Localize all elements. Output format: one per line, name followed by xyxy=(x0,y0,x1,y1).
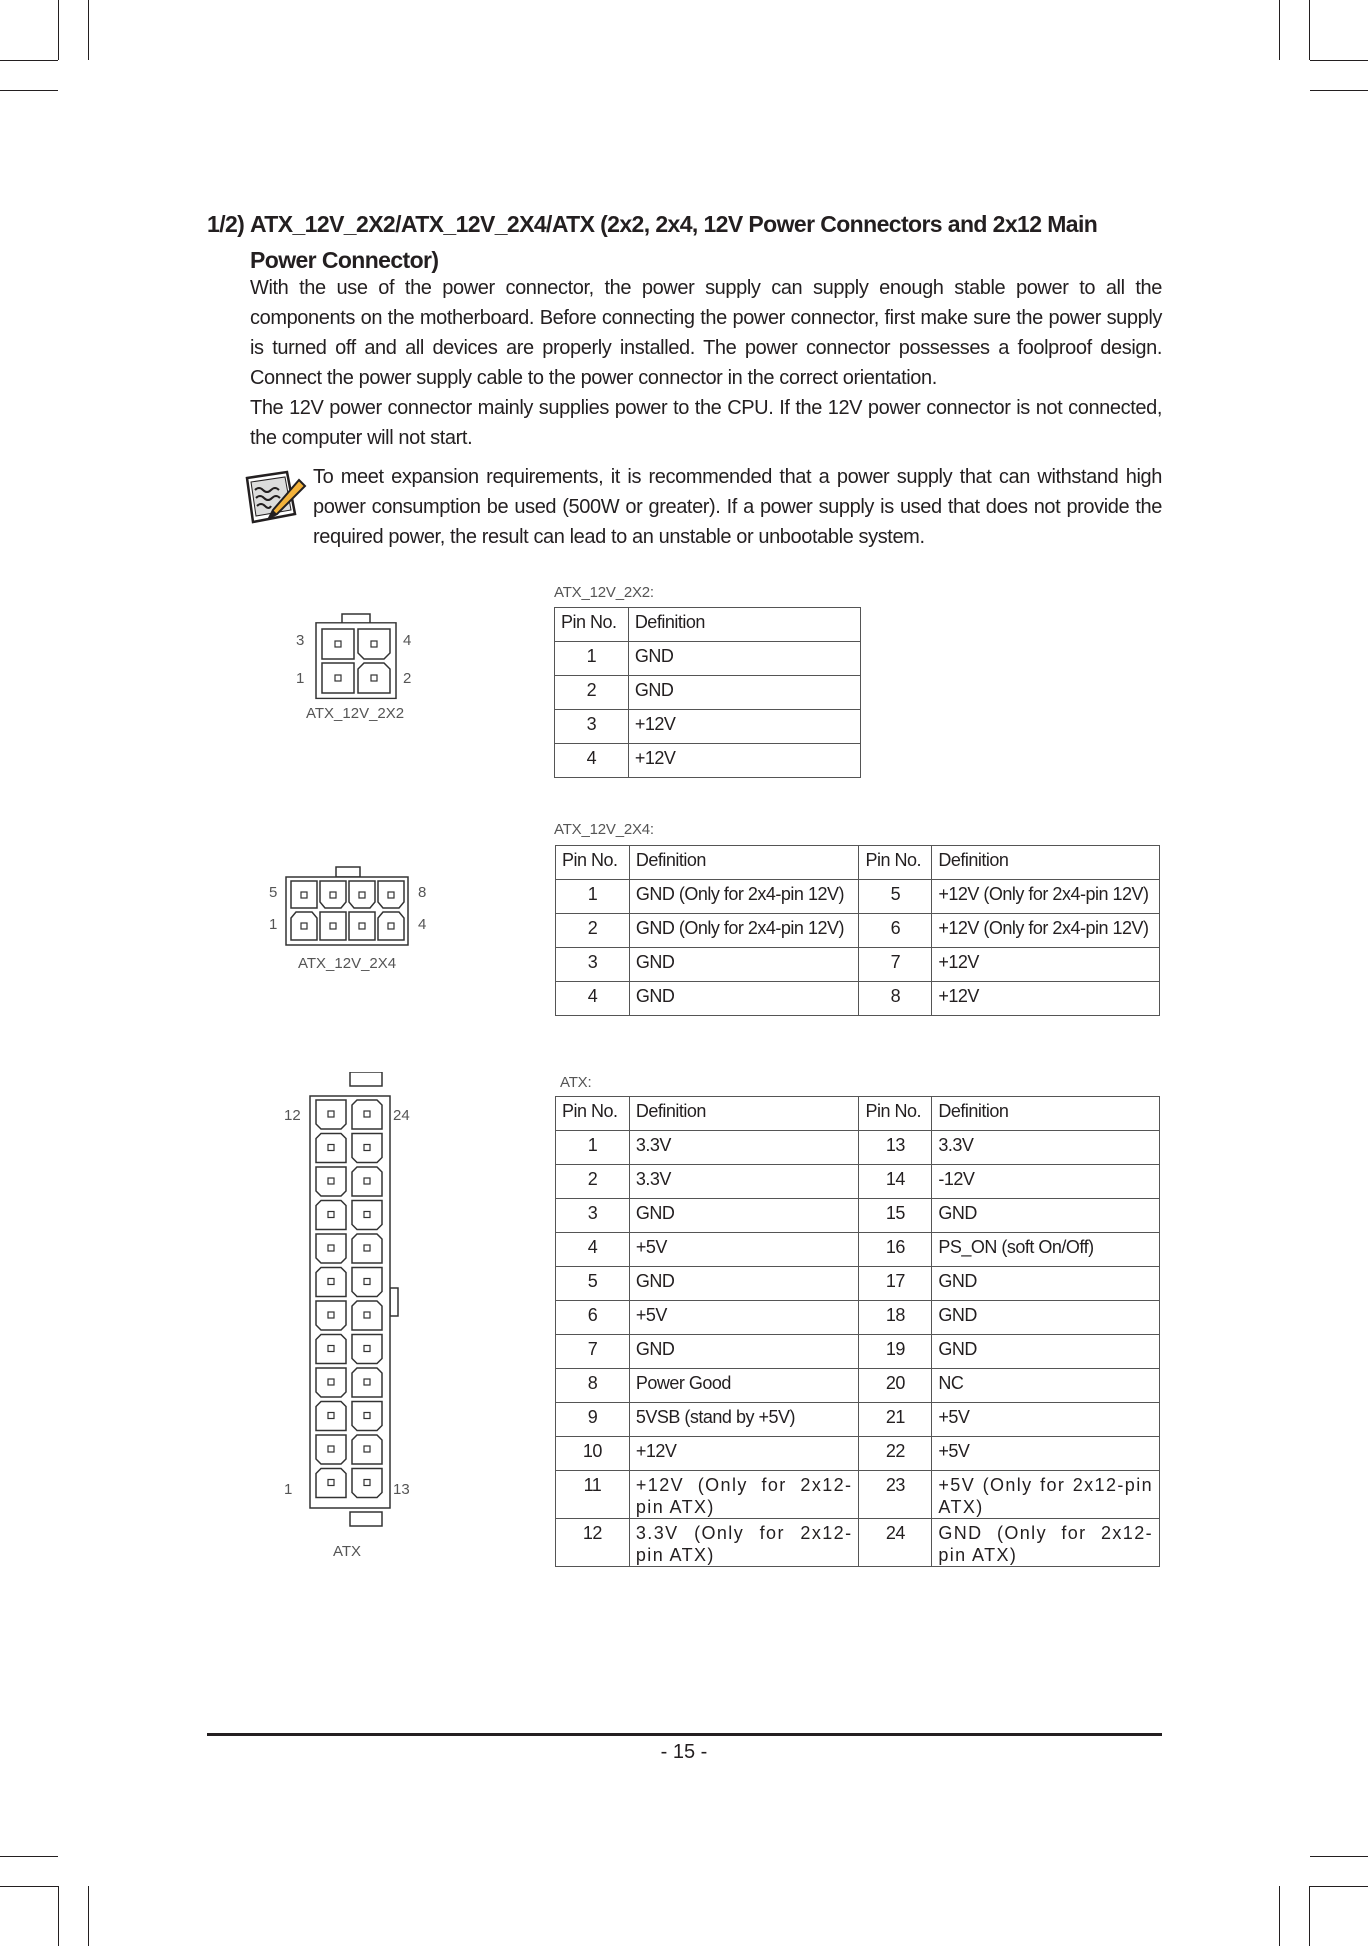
connector-2x2-diagram xyxy=(300,612,420,702)
pin-number-cell: 19 xyxy=(859,1335,932,1369)
header-cell: Definition xyxy=(629,1097,859,1131)
pinout-table-2x2 xyxy=(554,607,861,778)
pin-number-cell: 20 xyxy=(859,1369,932,1403)
table-header-row xyxy=(556,846,1160,880)
note-pencil-icon xyxy=(241,468,309,530)
definition-cell: 3.3V xyxy=(629,1165,859,1199)
definition-cell: GND xyxy=(629,1267,859,1301)
table-row xyxy=(556,1403,1160,1437)
pinout-table-2x4 xyxy=(555,845,1160,1016)
pin-number-cell: 22 xyxy=(859,1437,932,1471)
definition-cell: GND (Only for 2x4-pin 12V) xyxy=(629,914,859,948)
page-number: - 15 - xyxy=(660,1741,708,1763)
pin-label: 8 xyxy=(418,884,427,901)
definition-cell: +12V (Only for 2x4-pin 12V) xyxy=(932,914,1160,948)
pin-number-cell: 4 xyxy=(555,744,629,778)
table-row xyxy=(556,982,1160,1016)
header-cell: Definition xyxy=(932,846,1160,880)
header-cell: Pin No. xyxy=(555,608,629,642)
pin-label: 12 xyxy=(284,1107,301,1124)
pin-number-cell: 21 xyxy=(859,1403,932,1437)
footer-rule xyxy=(207,1733,1162,1736)
pin-number-cell: 11 xyxy=(556,1471,630,1519)
table-row xyxy=(556,1131,1160,1165)
connector-label: ATX_12V_2X4 xyxy=(298,955,397,972)
definition-cell: +5V xyxy=(629,1301,859,1335)
pin-number-cell: 10 xyxy=(556,1437,630,1471)
pin-number-cell: 1 xyxy=(556,1131,630,1165)
header-cell: Definition xyxy=(628,608,860,642)
table-row xyxy=(556,1233,1160,1267)
pin-label: 4 xyxy=(403,632,412,649)
definition-cell: +12V xyxy=(629,1437,859,1471)
definition-cell: +12V xyxy=(628,710,860,744)
pin-label: 3 xyxy=(296,632,305,649)
header-cell: Pin No. xyxy=(556,846,630,880)
pin-number-cell: 13 xyxy=(859,1131,932,1165)
definition-cell: GND xyxy=(932,1335,1160,1369)
definition-cell: +12V xyxy=(932,982,1160,1016)
pin-label: 24 xyxy=(393,1107,410,1124)
table-row xyxy=(555,642,861,676)
pin-number-cell: 6 xyxy=(859,914,932,948)
definition-cell: 3.3V (Only for 2x12-pin ATX) xyxy=(629,1519,859,1567)
pin-number-cell: 7 xyxy=(859,948,932,982)
pin-label: 1 xyxy=(269,916,278,933)
definition-cell: GND xyxy=(932,1199,1160,1233)
pin-number-cell: 15 xyxy=(859,1199,932,1233)
pin-number-cell: 8 xyxy=(859,982,932,1016)
definition-cell: GND xyxy=(932,1267,1160,1301)
section-title: ATX_12V_2X2/ATX_12V_2X4/ATX (2x2, 2x4, 12V Power Connectors and 2x12 Main Power Connector) xyxy=(250,211,1098,273)
definition-cell: GND xyxy=(628,642,860,676)
definition-cell: GND xyxy=(932,1301,1160,1335)
definition-cell: 3.3V xyxy=(629,1131,859,1165)
table-row xyxy=(555,710,861,744)
table-row xyxy=(556,914,1160,948)
table-row xyxy=(556,1335,1160,1369)
table-row xyxy=(556,948,1160,982)
table-caption: ATX_12V_2X2: xyxy=(554,584,654,601)
definition-cell: +12V xyxy=(628,744,860,778)
table-row xyxy=(555,744,861,778)
pin-number-cell: 14 xyxy=(859,1165,932,1199)
table-row xyxy=(555,676,861,710)
table-row xyxy=(556,1471,1160,1519)
pin-number-cell: 7 xyxy=(556,1335,630,1369)
pin-number-cell: 16 xyxy=(859,1233,932,1267)
header-cell: Pin No. xyxy=(556,1097,630,1131)
intro-paragraph: With the use of the power connector, the power supply can supply enough stable power to all the components on the motherboard. Before connecting the power connector, first make sure the power supply is turned off and all devices are properly installed. The power connector possesses a foolproof design. Connect the power supply cable to the power connector in the correct orientation. xyxy=(250,277,1162,389)
header-cell: Definition xyxy=(932,1097,1160,1131)
definition-cell: GND xyxy=(629,982,859,1016)
header-cell: Definition xyxy=(629,846,859,880)
definition-cell: 3.3V xyxy=(932,1131,1160,1165)
pin-number-cell: 3 xyxy=(555,710,629,744)
cpu-power-paragraph: The 12V power connector mainly supplies power to the CPU. If the 12V power connector is not connected, the computer will not start. xyxy=(250,397,1162,449)
table-row xyxy=(556,1437,1160,1471)
definition-cell: PS_ON (soft On/Off) xyxy=(932,1233,1160,1267)
section-number: 1/2) xyxy=(207,211,245,237)
connector-atx-diagram xyxy=(306,1072,402,1568)
definition-cell: GND xyxy=(629,1199,859,1233)
definition-cell: +12V (Only for 2x4-pin 12V) xyxy=(932,880,1160,914)
pin-number-cell: 18 xyxy=(859,1301,932,1335)
definition-cell: GND xyxy=(629,948,859,982)
definition-cell: GND (Only for 2x12-pin ATX) xyxy=(932,1519,1160,1567)
pin-number-cell: 1 xyxy=(556,880,630,914)
pin-number-cell: 5 xyxy=(859,880,932,914)
pin-number-cell: 9 xyxy=(556,1403,630,1437)
definition-cell: GND xyxy=(629,1335,859,1369)
pin-label: 5 xyxy=(269,884,278,901)
pin-number-cell: 4 xyxy=(556,982,630,1016)
table-row xyxy=(556,880,1160,914)
pin-label: 13 xyxy=(393,1481,410,1498)
definition-cell: +5V (Only for 2x12-pin ATX) xyxy=(932,1471,1160,1519)
pin-number-cell: 23 xyxy=(859,1471,932,1519)
definition-cell: -12V xyxy=(932,1165,1160,1199)
pin-number-cell: 2 xyxy=(556,914,630,948)
pin-label: 4 xyxy=(418,916,427,933)
pin-number-cell: 24 xyxy=(859,1519,932,1567)
pin-number-cell: 3 xyxy=(556,948,630,982)
definition-cell: +5V xyxy=(629,1233,859,1267)
definition-cell: GND xyxy=(628,676,860,710)
definition-cell: +5V xyxy=(932,1403,1160,1437)
pin-number-cell: 3 xyxy=(556,1199,630,1233)
table-row xyxy=(556,1369,1160,1403)
pin-number-cell: 5 xyxy=(556,1267,630,1301)
header-cell: Pin No. xyxy=(859,846,932,880)
pin-label: 1 xyxy=(284,1481,293,1498)
header-cell: Pin No. xyxy=(859,1097,932,1131)
pin-number-cell: 6 xyxy=(556,1301,630,1335)
pin-number-cell: 8 xyxy=(556,1369,630,1403)
connector-label: ATX xyxy=(333,1543,362,1560)
table-row xyxy=(556,1519,1160,1567)
definition-cell: 5VSB (stand by +5V) xyxy=(629,1403,859,1437)
connector-label: ATX_12V_2X2 xyxy=(306,705,405,722)
note-text: To meet expansion requirements, it is recommended that a power supply that can withstand high power consumption be used (500W or greater). If a power supply is used that does not provide the required power, the result can lead to an unstable or unbootable system. xyxy=(313,466,1162,548)
table-row xyxy=(556,1301,1160,1335)
table-caption: ATX: xyxy=(560,1074,592,1091)
table-header-row xyxy=(556,1097,1160,1131)
definition-cell: +12V (Only for 2x12-pin ATX) xyxy=(629,1471,859,1519)
table-row xyxy=(556,1199,1160,1233)
table-header-row xyxy=(555,608,861,642)
definition-cell: NC xyxy=(932,1369,1160,1403)
pin-number-cell: 4 xyxy=(556,1233,630,1267)
definition-cell: +5V xyxy=(932,1437,1160,1471)
pin-label: 2 xyxy=(403,670,412,687)
pin-label: 1 xyxy=(296,670,305,687)
pinout-table-atx xyxy=(555,1096,1160,1567)
pin-number-cell: 2 xyxy=(556,1165,630,1199)
definition-cell: +12V xyxy=(932,948,1160,982)
table-row xyxy=(556,1165,1160,1199)
table-caption: ATX_12V_2X4: xyxy=(554,821,654,838)
definition-cell: GND (Only for 2x4-pin 12V) xyxy=(629,880,859,914)
connector-2x4-diagram xyxy=(282,866,412,948)
pin-number-cell: 1 xyxy=(555,642,629,676)
pin-number-cell: 17 xyxy=(859,1267,932,1301)
pin-number-cell: 2 xyxy=(555,676,629,710)
table-row xyxy=(556,1267,1160,1301)
pin-number-cell: 12 xyxy=(556,1519,630,1567)
definition-cell: Power Good xyxy=(629,1369,859,1403)
